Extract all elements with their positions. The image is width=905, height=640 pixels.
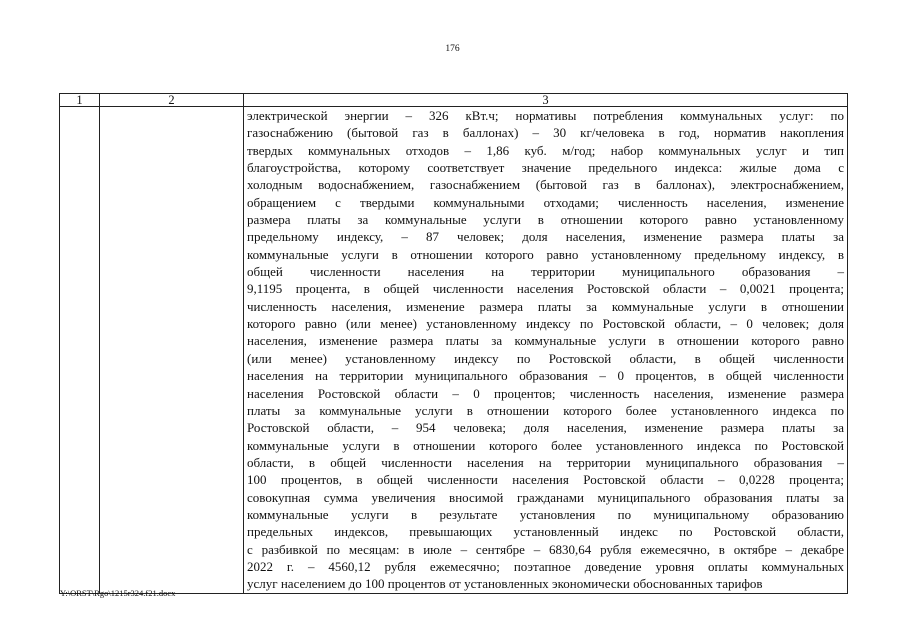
- text-line: населения, изменение размера платы за коммунальные услуги в отношении которого равно: [247, 333, 844, 349]
- column-header-1: 1: [60, 94, 100, 107]
- text-line: которого равно (или менее) установленному индексу по Ростовской области, – 0 человек; доля: [247, 316, 844, 332]
- column-header-3: 3: [244, 94, 848, 107]
- text-line: области, в общей численности населения на территории муниципального образования –: [247, 454, 844, 470]
- text-line: коммунальные услуги в результате установления по муниципальному образованию: [247, 506, 844, 522]
- table-cell-col2: [100, 107, 244, 594]
- text-line: 100 процентов, в общей численности населения Ростовской области – 0,0228 процента;: [247, 472, 844, 488]
- text-line: с разбивкой по месяцам: в июле – сентябре – 6830,64 рубля ежемесячно, в октябре – декабре: [247, 541, 844, 557]
- text-line: (или менее) установленному индексу по Ростовской области, в общей численности: [247, 350, 844, 366]
- document-table: [59, 93, 848, 594]
- text-line: коммунальные услуги в отношении которого более установленного индекса по Ростовской: [247, 437, 844, 453]
- text-line: населения на территории муниципального образования – 0 процентов, в общей численности: [247, 368, 844, 384]
- text-line: 2022 г. – 4560,12 рубля ежемесячно; поэтапное доведение уровня оплаты коммунальных: [247, 558, 844, 574]
- text-line: электрической энергии – 326 кВт.ч; нормативы потребления коммунальных услуг: по: [247, 108, 844, 123]
- footer-file-path: Y:\ORST\Rgo\1215r324.f21.docx: [60, 588, 176, 598]
- text-line: численность населения, изменение размера платы за коммунальные услуги в отношении: [247, 298, 844, 314]
- text-line: твердых коммунальных отходов – 1,86 куб. м/год; набор коммунальных услуг и тип: [247, 142, 844, 158]
- text-line: совокупная сумма увеличения вносимой гражданами муниципального образования платы за: [247, 489, 844, 505]
- table-cell-col1: [60, 107, 100, 594]
- table-header-row: [60, 94, 848, 107]
- text-line: населения Ростовской области – 0 процентов; численность населения, изменение размера: [247, 385, 844, 401]
- text-line: 9,1195 процента, в общей численности населения Ростовской области – 0,0021 процента;: [247, 281, 844, 297]
- text-line: благоустройства, которому соответствует значение предельного индекса: жилые дома с: [247, 160, 844, 176]
- page-number: 176: [445, 44, 460, 54]
- text-line: предельных индексов, превышающих установленный индекс по Ростовской области,: [247, 524, 844, 540]
- column-header-2: 2: [100, 94, 244, 107]
- text-line: обращением с твердыми коммунальными отходами; численность населения, изменение: [247, 194, 844, 210]
- text-line: услуг населением до 100 процентов от установленных экономически обоснованных тарифов: [247, 576, 763, 592]
- text-line: Ростовской области, – 954 человека; доля населения, изменение размера платы за: [247, 420, 844, 436]
- text-line: газоснабжению (бытовой газ в баллонах) – 30 кг/человека в год, норматив накопления: [247, 125, 844, 141]
- text-line: размера платы за коммунальные услуги в отношении которого равно установленному: [247, 212, 844, 228]
- table-row: [60, 107, 848, 594]
- text-line: коммунальные услуги в отношении которого равно установленному предельному индексу, в: [247, 246, 844, 262]
- text-line: предельному индексу, – 87 человек; доля населения, изменение размера платы за: [247, 229, 844, 245]
- text-line: холодным водоснабжением, газоснабжением (бытовой газ в баллонах), электроснабжением,: [247, 177, 844, 193]
- table-cell-text: [244, 107, 848, 594]
- text-line: платы за коммунальные услуги в отношении которого более установленного индекса по: [247, 402, 844, 418]
- text-line: общей численности населения на территории муниципального образования –: [247, 264, 844, 280]
